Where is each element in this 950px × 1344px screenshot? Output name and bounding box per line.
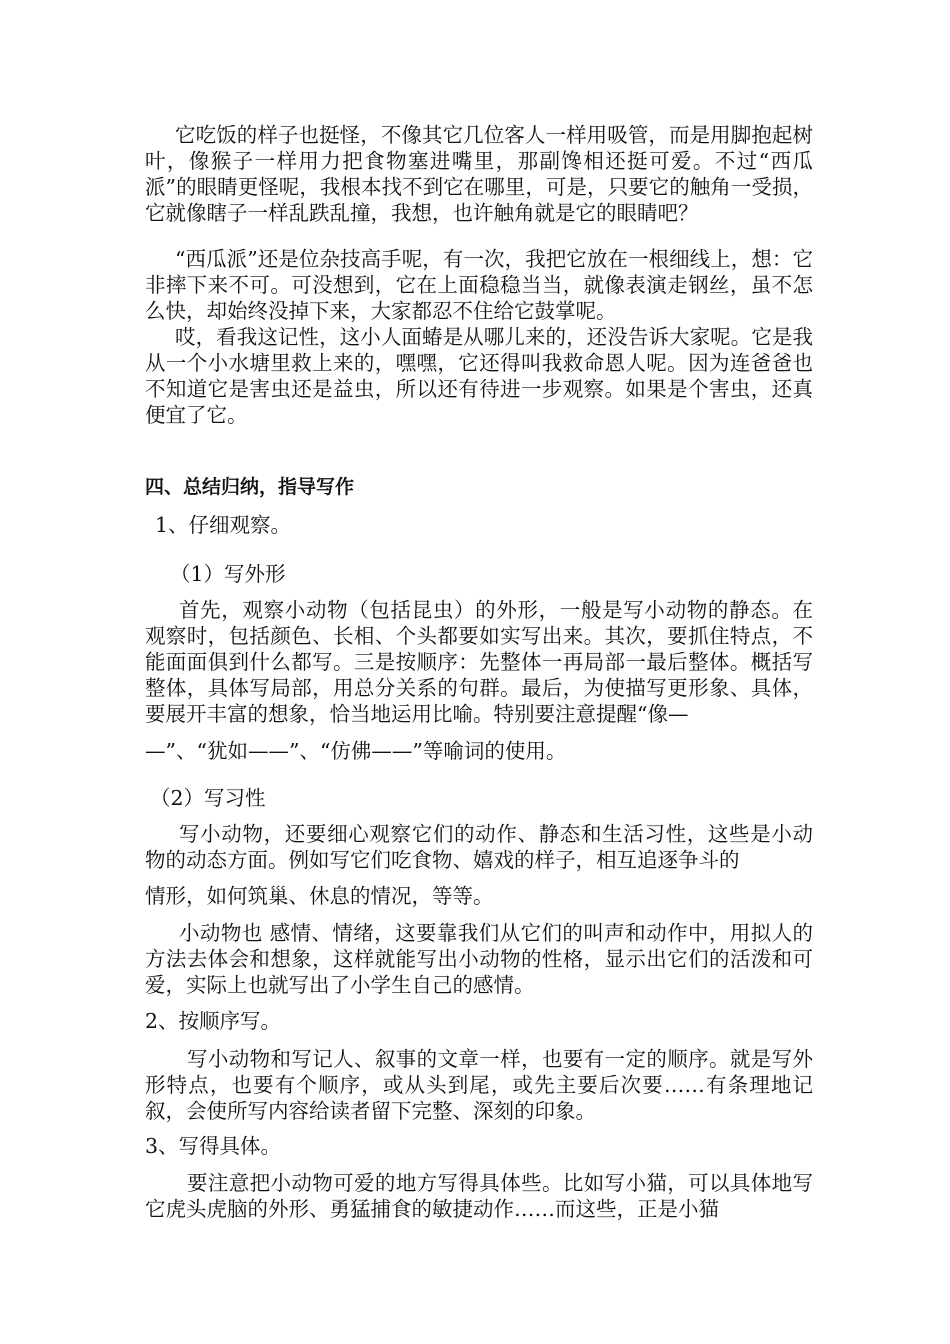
paragraph-appearance: 首先，观察小动物（包括昆虫）的外形，一般是写小动物的静态。在观察时，包括颜色、长相、个头都要如实写出来。其次，要抓住特点，不能面面俱到什么都写。三是按顺序：先整体一再局部一最后整体。概括写整体，具体写局部，用总分关系的句群。最后，为使描写更形象、具体，要展开丰富的想象，恰当地运用比喻。特别要注意提醒“像— <box>145 598 813 726</box>
paragraph-appearance-tail: —”、“犹如——”、“仿佛——”等喻词的使用。 <box>145 739 567 763</box>
paragraph-habits: 写小动物，还要细心观察它们的动作、静态和生活习性，这些是小动物的动态方面。例如写它们吃食物、嬉戏的样子，相互追逐争斗的 <box>145 822 813 872</box>
section-heading-4: 四、总结归纳，指导写作 <box>145 476 355 498</box>
subheading-habits: （2）写习性 <box>150 786 266 810</box>
paragraph-order: 写小动物和写记人、叙事的文章一样，也要有一定的顺序。就是写外形特点，也要有个顺序，或从头到尾，或先主要后次要……有条理地记叙，会使所写内容给读者留下完整、深刻的印象。 <box>145 1047 813 1123</box>
paragraph-origin: 哎，看我这记性，这小人面蝽是从哪儿来的，还没告诉大家呢。它是我从一个小水塘里救上来的，嘿嘿，它还得叫我救命恩人呢。因为连爸爸也不知道它是害虫还是益虫，所以还有待进一步观察。如果是个害虫，还真便宜了它。 <box>145 325 813 427</box>
subheading-order: 2、按顺序写。 <box>145 1009 282 1033</box>
subheading-observe: 1、仔细观察。 <box>155 513 292 537</box>
subheading-specific: 3、写得具体。 <box>145 1134 282 1158</box>
paragraph-specific: 要注意把小动物可爱的地方写得具体些。比如写小猫，可以具体地写它虎头虎脑的外形、勇猛捕食的敏捷动作……而这些，正是小猫 <box>145 1171 813 1221</box>
paragraph-acrobat: “西瓜派”还是位杂技高手呢，有一次，我把它放在一根细线上，想：它非摔下来不可。可没想到，它在上面稳稳当当，就像表演走钢丝，虽不怎么快，却始终没掉下来，大家都忍不住给它鼓掌呢。 <box>145 247 813 323</box>
subheading-appearance: （1）写外形 <box>170 562 286 586</box>
paragraph-emotions: 小动物也 感情、情绪，这要靠我们从它们的叫声和动作中，用拟人的方法去体会和想象，这样就能写出小动物的性格，显示出它们的活泼和可爱，实际上也就写出了小学生自己的感情。 <box>145 921 813 997</box>
paragraph-insect-eating: 它吃饭的样子也挺怪，不像其它几位客人一样用吸管，而是用脚抱起树叶，像猴子一样用力把食物塞进嘴里，那副馋相还挺可爱。不过“西瓜派”的眼睛更怪呢，我根本找不到它在哪里，可是，只要它的触角一受损，它就像瞎子一样乱跌乱撞，我想，也许触角就是它的眼睛吧？ <box>145 123 813 225</box>
paragraph-habits-tail: 情形，如何筑巢、休息的情况，等等。 <box>145 884 494 908</box>
